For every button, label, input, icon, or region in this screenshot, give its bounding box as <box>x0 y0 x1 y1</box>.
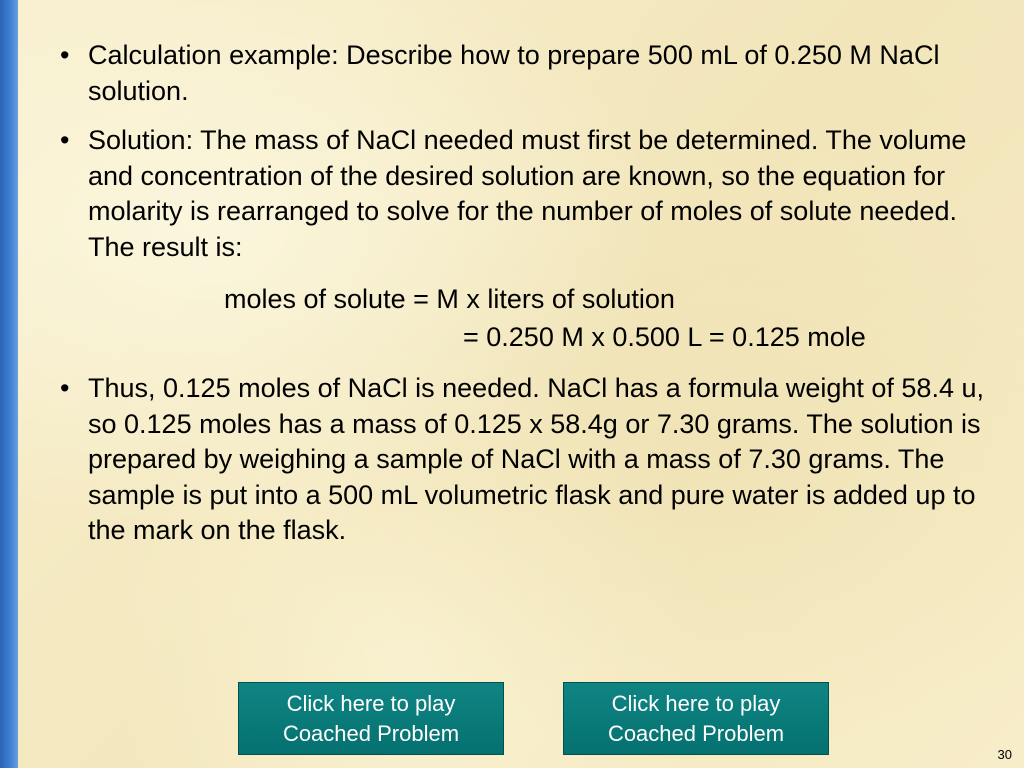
bullet-conclusion <box>58 371 988 549</box>
bullet-solution <box>58 123 988 265</box>
coached-problem-button-1[interactable] <box>238 682 504 755</box>
bullet-text: Solution: The mass of NaCl needed must first be determined. The volume and concentration of the desired solution are known, so the equation for molarity is rearranged to solve for the number of moles of solute needed. The result is: <box>88 125 967 262</box>
button-label-line-2: Coached Problem <box>282 721 460 746</box>
button-label-line-1: Click here to play <box>611 691 781 716</box>
button-label-line-1: Click here to play <box>286 691 456 716</box>
equation-line-2: = 0.250 M x 0.500 L = 0.125 mole <box>463 322 866 352</box>
bullet-text: Thus, 0.125 moles of NaCl is needed. NaCl has a formula weight of 58.4 u, so 0.125 moles has a mass of 0.125 x 58.4g or 7.30 grams. The solution is prepared by weighing a sample of NaCl with a mass of 7.30 grams. The sample is put into a 500 mL volumetric flask and pure water is added up to the mark on the flask. <box>88 373 984 545</box>
button-label-line-2: Coached Problem <box>607 721 785 746</box>
bullet-marker: • <box>60 40 70 70</box>
coached-problem-button-2[interactable] <box>563 682 829 755</box>
bullet-marker: • <box>60 125 70 155</box>
slide-content <box>58 38 988 563</box>
left-accent-band <box>0 0 18 768</box>
molarity-equation <box>58 281 988 357</box>
bullet-calculation-example <box>58 38 988 109</box>
bullet-text: Calculation example: Describe how to prepare 500 mL of 0.250 M NaCl solution. <box>88 40 940 106</box>
bullet-marker: • <box>60 373 70 403</box>
page-number: 30 <box>997 747 1012 762</box>
equation-line-1: moles of solute = M x liters of solution <box>224 284 675 314</box>
